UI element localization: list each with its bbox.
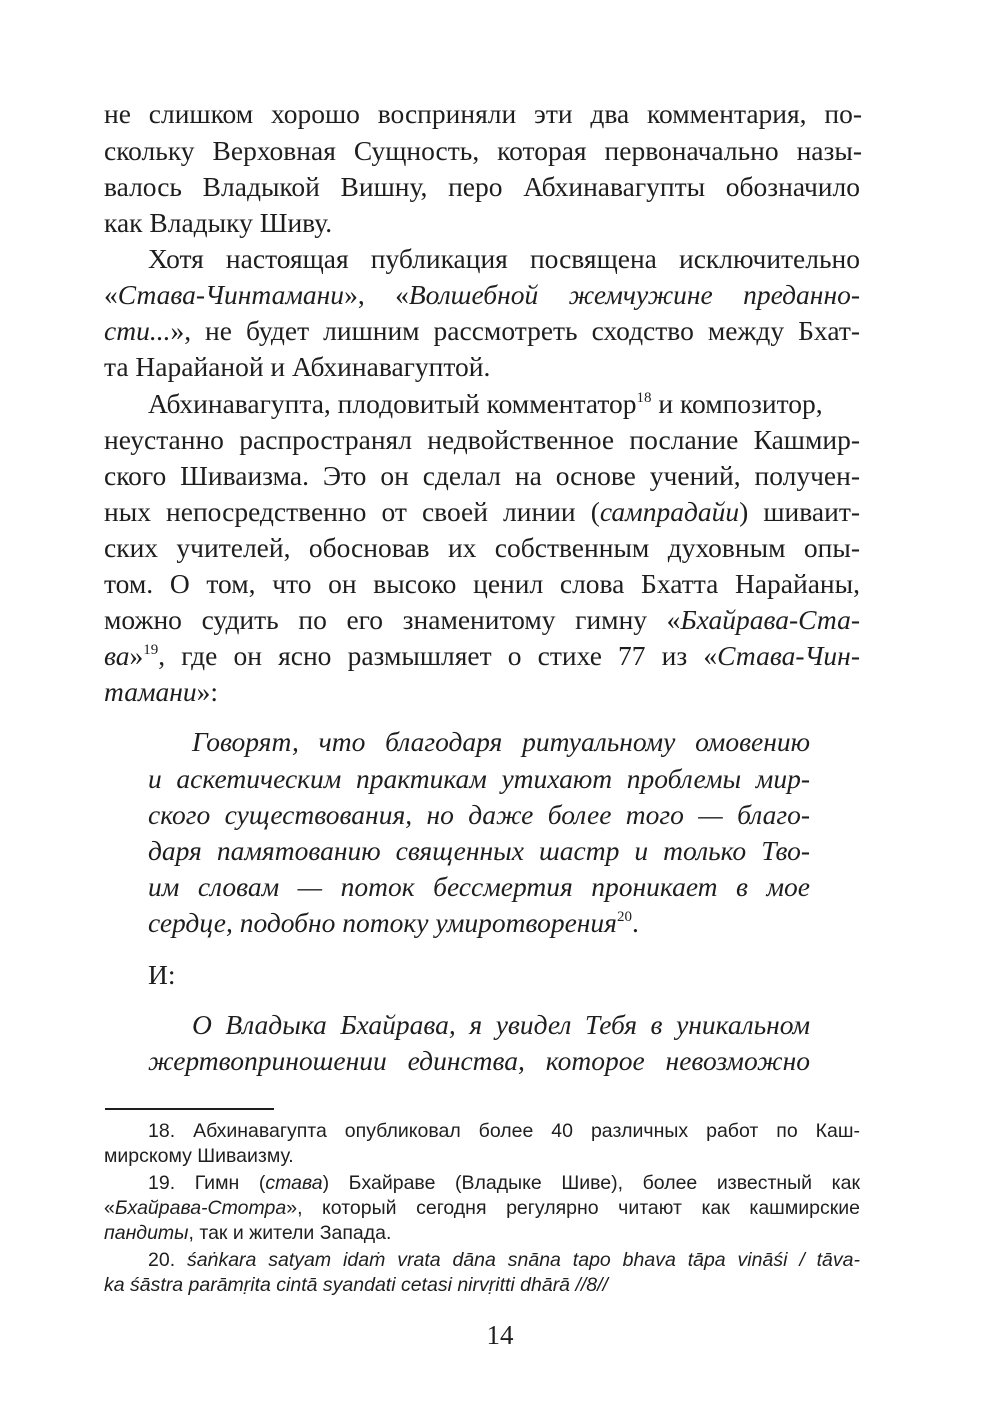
body-line: ских учителей, обосновав их собственным духовным опы- <box>104 532 860 563</box>
body-line: неустанно распространял недвойственное послание Кашмир- <box>104 424 860 455</box>
body-line: не слишком хорошо восприняли эти два комментария, по- <box>104 98 862 129</box>
quote-line: им словам — поток бессмертия проникает в мое <box>148 871 810 902</box>
body-line: «Става-Чинтамани», «Волшебной жемчужине преданно- <box>104 279 860 310</box>
body-line: как Владыку Шиву. <box>104 207 333 238</box>
body-line: Хотя настоящая публикация посвящена исключительно <box>148 243 860 274</box>
body-line: ва»$^{19}$, где он ясно размышляет о стихе 77 из «Става-Чин- <box>104 640 860 671</box>
body-line: валось Владыкой Вишну, перо Абхинавагупты обозначило <box>104 171 860 202</box>
body-line: та Нарайаной и Абхинавагуптой. <box>104 351 491 382</box>
body-line: тамани»: <box>104 676 219 707</box>
connector-line: И: <box>148 959 176 990</box>
body-line: том. О том, что он высоко ценил слова Бхатта Нарайаны, <box>104 568 860 599</box>
quote-line: О Владыка Бхайрава, я увидел Тебя в уникальном <box>192 1009 810 1040</box>
quote-line: ского существования, но даже более того — благо- <box>148 799 810 830</box>
footnote-18: 18. Абхинавагупта опубликовал более 40 различных работ по Каш- <box>148 1120 860 1142</box>
footnote-19: 19. Гимн (става) Бхайраве (Владыке Шиве), более известный как <box>148 1172 861 1194</box>
quote-line: и аскетическим практикам утихают проблемы мир- <box>148 763 810 794</box>
body-line: ных непосредственно от своей линии (сампрадайи) шиваит- <box>104 496 860 527</box>
page-number: 14 <box>486 1320 514 1350</box>
body-line: ского Шиваизма. Это он сделал на основе учений, получен- <box>104 460 860 491</box>
body-line: сти...», не будет лишним рассмотреть сходство между Бхат- <box>104 315 860 346</box>
footnote-line: мирскому Шиваизму. <box>104 1145 294 1167</box>
quote-line: жертвоприношении единства, которое невозможно <box>148 1045 810 1076</box>
quote-line: Говорят, что благодаря ритуальному омовению <box>192 726 810 757</box>
footnote-ref-19[interactable]: 19 <box>143 642 159 658</box>
footnote-line: «Бхайрава-Стотра», который сегодня регулярно читают как кашмирские <box>104 1197 860 1219</box>
quote-line: даря памятованию священных шастр и только Тво- <box>148 835 810 866</box>
footnote-ref-20[interactable]: 20 <box>616 909 632 925</box>
footnote-20: 20. śaṅkara satyam idaṁ vrata dāna snāna tapo bhava tāpa vināśi / tāva- <box>148 1249 860 1271</box>
footnote-line: ka śāstra parāmṛita cintā syandati cetasi nirvṛitti dhārā //8// <box>104 1274 608 1296</box>
footnote-line: пандиты, так и жители Запада. <box>104 1222 392 1244</box>
body-line: Абхинавагупта, плодовитый комментатор$^{18}$ и композитор, <box>148 388 823 419</box>
body-line: можно судить по его знаменитому гимну «Бхайрава-Ста- <box>104 604 860 635</box>
footnote-ref-18[interactable]: 18 <box>636 390 652 406</box>
footnote-separator <box>105 1108 274 1110</box>
body-line: скольку Верховная Сущность, которая первоначально назы- <box>104 135 862 166</box>
quote-line: сердце, подобно потоку умиротворения$^{20}$. <box>148 907 639 938</box>
